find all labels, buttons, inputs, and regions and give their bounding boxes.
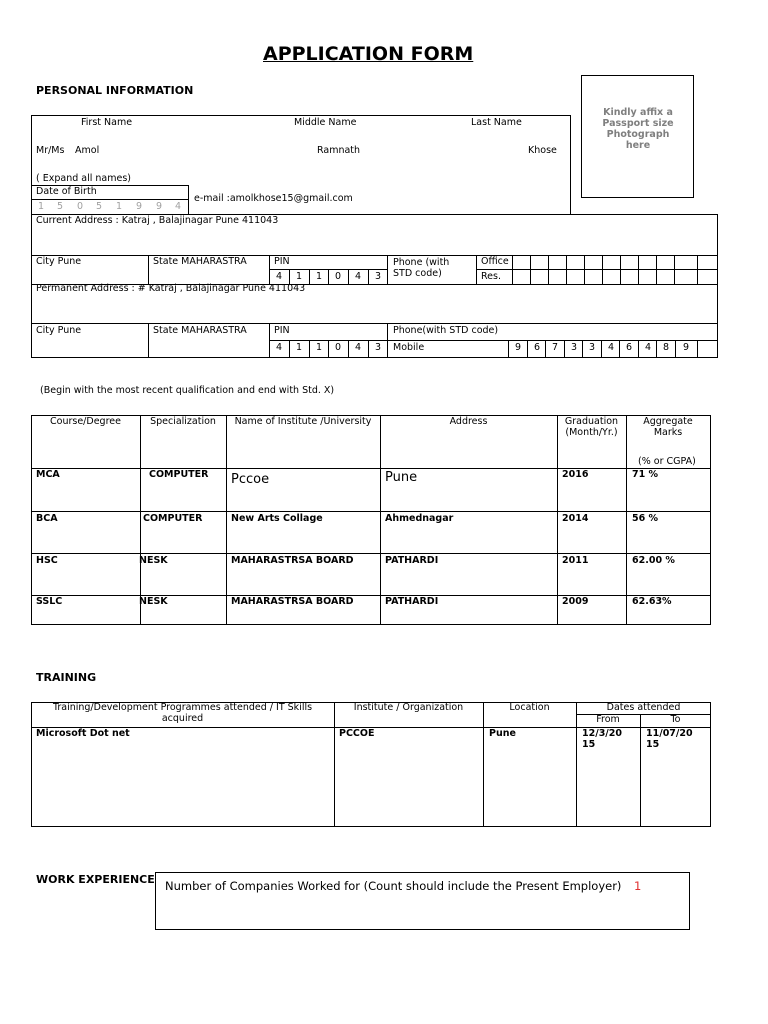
- col-header-from: From: [596, 714, 620, 725]
- dob-label: Date of Birth: [36, 186, 97, 197]
- col-header-cgpa: (% or CGPA): [638, 456, 696, 467]
- training-to-date[interactable]: 11/07/20 15: [646, 728, 693, 750]
- col-header-location: Location: [509, 702, 550, 713]
- work-experience-heading: WORK EXPERIENCE: [36, 873, 155, 886]
- pin-digit[interactable]: 0: [335, 342, 342, 353]
- companies-count-value[interactable]: 1: [634, 879, 642, 893]
- col-header-address: Address: [449, 416, 488, 427]
- training-location[interactable]: Pune: [489, 728, 516, 739]
- first-name-value[interactable]: Amol: [75, 145, 100, 156]
- dob-digit[interactable]: 1: [38, 201, 45, 212]
- edu-institute[interactable]: MAHARASTRSA BOARD: [231, 555, 354, 566]
- col-header-specialization: Specialization: [150, 416, 216, 427]
- col-header-graduation: Graduation (Month/Yr.): [564, 416, 619, 438]
- edu-institute[interactable]: Pccoe: [231, 472, 270, 487]
- edu-course[interactable]: HSC: [36, 555, 58, 566]
- training-institute[interactable]: PCCOE: [339, 728, 375, 739]
- companies-count-label: Number of Companies Worked for (Count should include the Present Employer): [165, 879, 622, 893]
- edu-course[interactable]: SSLC: [36, 596, 63, 607]
- education-note: (Begin with the most recent qualification and end with Std. X): [40, 385, 335, 396]
- middle-name-label: Middle Name: [294, 117, 357, 128]
- training-heading: TRAINING: [36, 671, 97, 684]
- city-current[interactable]: City Pune: [36, 256, 82, 267]
- middle-name-value[interactable]: Ramnath: [317, 145, 361, 156]
- edu-address[interactable]: Pune: [385, 470, 418, 485]
- pin-digit[interactable]: 4: [276, 271, 283, 282]
- edu-marks[interactable]: 62.00 %: [632, 555, 675, 566]
- current-address[interactable]: Current Address : Katraj , Balajinagar Pune 411043: [36, 215, 279, 226]
- col-header-aggregate: Aggregate Marks: [643, 416, 693, 438]
- pin-digit[interactable]: 3: [375, 271, 382, 282]
- edu-address[interactable]: PATHARDI: [385, 555, 439, 566]
- edu-marks[interactable]: 56 %: [632, 513, 659, 524]
- edu-specialization[interactable]: COMPUTER: [149, 469, 209, 480]
- mobile-digit[interactable]: 7: [552, 342, 559, 353]
- mobile-digit[interactable]: 4: [608, 342, 615, 353]
- phone-label-permanent: Phone(with STD code): [393, 325, 499, 336]
- form-title: APPLICATION FORM: [263, 43, 474, 65]
- dob-digit[interactable]: 1: [116, 201, 123, 212]
- edu-institute[interactable]: New Arts Collage: [231, 513, 323, 524]
- work-experience-box: [155, 872, 690, 930]
- edu-address[interactable]: PATHARDI: [385, 596, 439, 607]
- training-programme[interactable]: Microsoft Dot net: [36, 728, 130, 739]
- email-value[interactable]: e-mail :amolkhose15@gmail.com: [194, 193, 353, 204]
- permanent-address[interactable]: Permanent Address : # Katraj , Balajinagar Pune 411043: [36, 283, 306, 294]
- edu-specialization[interactable]: NESK: [139, 555, 168, 566]
- edu-year[interactable]: 2014: [562, 513, 589, 524]
- city-permanent[interactable]: City Pune: [36, 325, 82, 336]
- dob-digit[interactable]: 5: [57, 201, 64, 212]
- edu-course[interactable]: BCA: [36, 513, 58, 524]
- edu-marks[interactable]: 71 %: [632, 469, 659, 480]
- mobile-digit[interactable]: 9: [683, 342, 690, 353]
- dob-digit[interactable]: 5: [96, 201, 103, 212]
- mobile-digit[interactable]: 8: [663, 342, 670, 353]
- office-label: Office: [481, 256, 509, 267]
- pin-digit[interactable]: 4: [355, 342, 362, 353]
- pin-digit[interactable]: 1: [296, 271, 303, 282]
- dob-digit[interactable]: 0: [77, 201, 84, 212]
- edu-address[interactable]: Ahmednagar: [385, 513, 454, 524]
- pin-digit[interactable]: 1: [296, 342, 303, 353]
- pin-digit[interactable]: 4: [355, 271, 362, 282]
- mobile-digit[interactable]: 4: [645, 342, 652, 353]
- dob-digit[interactable]: 4: [175, 201, 182, 212]
- edu-year[interactable]: 2009: [562, 596, 589, 607]
- education-table: [31, 415, 711, 625]
- mobile-digit[interactable]: 6: [534, 342, 541, 353]
- edu-year[interactable]: 2011: [562, 555, 589, 566]
- state-current[interactable]: State MAHARASTRA: [153, 256, 247, 267]
- col-header-programme: Training/Development Programmes attended / IT Skills acquired: [52, 702, 313, 724]
- edu-specialization[interactable]: COMPUTER: [143, 513, 203, 524]
- col-header-course: Course/Degree: [50, 416, 121, 427]
- col-header-to: To: [670, 714, 681, 725]
- mobile-digit[interactable]: 6: [626, 342, 633, 353]
- edu-institute[interactable]: MAHARASTRSA BOARD: [231, 596, 354, 607]
- last-name-label: Last Name: [471, 117, 522, 128]
- pin-label-current: PIN: [274, 256, 290, 267]
- mobile-digit[interactable]: 3: [571, 342, 578, 353]
- edu-specialization[interactable]: NESK: [139, 596, 168, 607]
- dob-digit[interactable]: 9: [156, 201, 163, 212]
- col-header-institute: Name of Institute /University: [234, 416, 372, 427]
- personal-info-heading: PERSONAL INFORMATION: [36, 84, 194, 97]
- pin-label-permanent: PIN: [274, 325, 290, 336]
- dob-digit[interactable]: 9: [136, 201, 143, 212]
- col-header-organization: Institute / Organization: [353, 702, 464, 713]
- photo-instruction: Kindly affix a Passport size Photograph here: [602, 107, 674, 151]
- edu-year[interactable]: 2016: [562, 469, 589, 480]
- pin-digit[interactable]: 0: [335, 271, 342, 282]
- res-label: Res.: [481, 271, 501, 282]
- mobile-digit[interactable]: 3: [589, 342, 596, 353]
- phone-label-current: Phone (with STD code): [393, 257, 450, 279]
- first-name-label: First Name: [81, 117, 133, 128]
- last-name-value[interactable]: Khose: [528, 145, 557, 156]
- training-from-date[interactable]: 12/3/20 15: [582, 728, 622, 750]
- salutation: Mr/Ms: [36, 145, 65, 156]
- col-header-dates: Dates attended: [606, 702, 681, 713]
- expand-names-note: ( Expand all names): [36, 173, 131, 184]
- mobile-label: Mobile: [393, 342, 425, 353]
- pin-digit[interactable]: 1: [316, 342, 323, 353]
- pin-digit[interactable]: 4: [276, 342, 283, 353]
- edu-marks[interactable]: 62.63%: [632, 596, 672, 607]
- photo-box: [581, 75, 694, 198]
- edu-course[interactable]: MCA: [36, 469, 60, 480]
- mobile-digit[interactable]: 9: [515, 342, 522, 353]
- pin-digit[interactable]: 1: [316, 271, 323, 282]
- state-permanent[interactable]: State MAHARASTRA: [153, 325, 247, 336]
- pin-digit[interactable]: 3: [375, 342, 382, 353]
